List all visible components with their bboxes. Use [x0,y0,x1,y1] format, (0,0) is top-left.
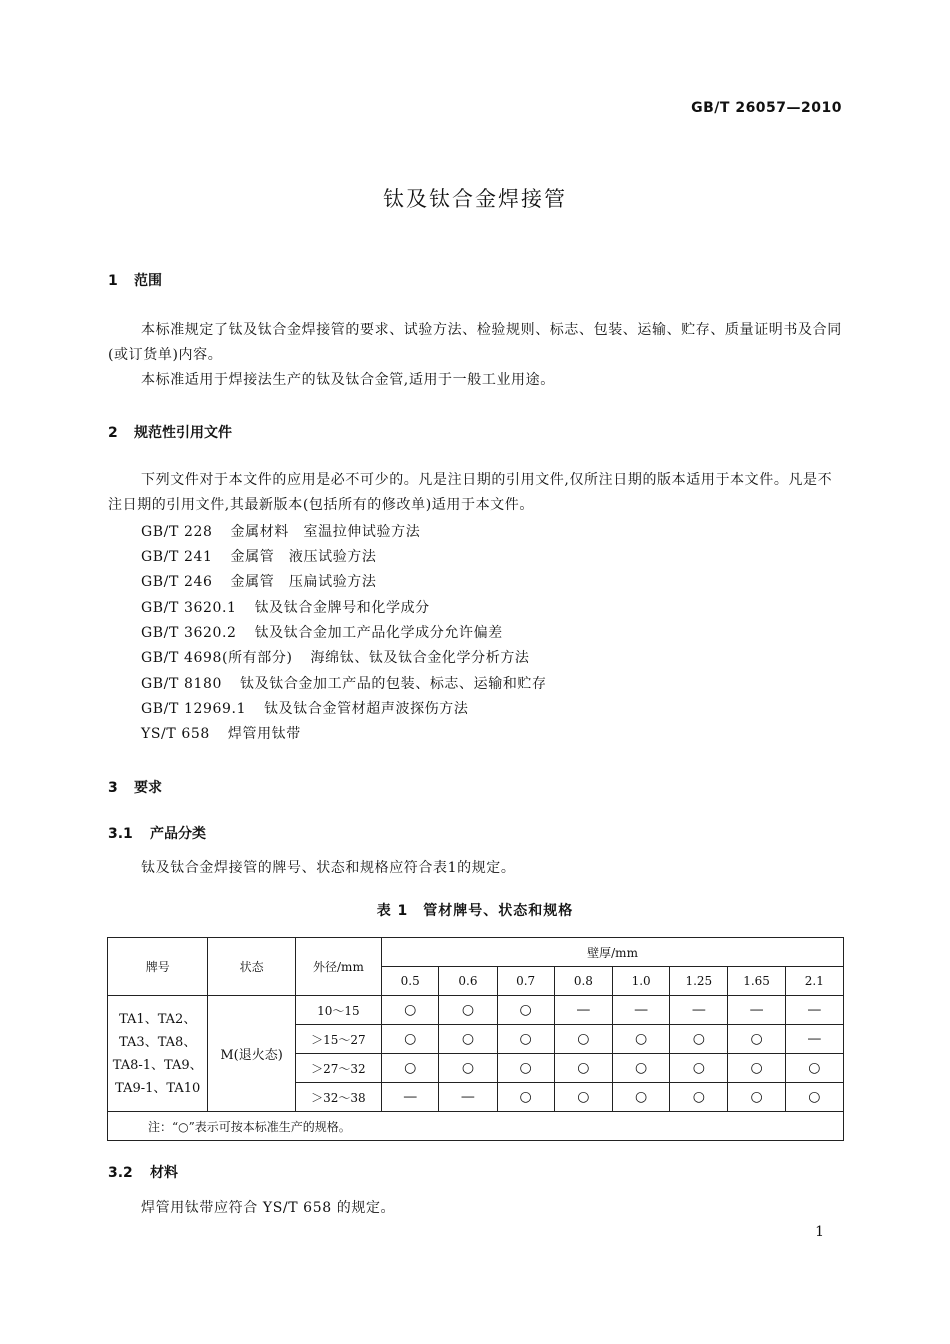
reference-title: 钛及钛合金加工产品的包装、标志、运输和贮存 [240,676,547,692]
spec-mark: ○ [439,1025,497,1054]
grade-line: TA8-1、TA9、 [112,1057,203,1073]
section-1-paragraph-1: 本标准规定了钛及钛合金焊接管的要求、试验方法、检验规则、标志、包装、运输、贮存、质量证明书及合同(或订货单)内容。 [108,322,842,363]
reference-title: 金属管 压扁试验方法 [230,574,377,590]
table-caption: 表 1 管材牌号、状态和规格 [376,903,574,919]
section-3-heading [108,777,162,797]
spec-mark: ○ [382,996,439,1025]
grade-cell [108,996,208,1112]
section-3-1-heading [108,823,206,843]
spec-table [107,937,844,1141]
wall-value: 0.8 [554,967,612,996]
spec-mark: — [785,996,843,1025]
spec-mark: ○ [554,1054,612,1083]
reference-item [141,571,377,591]
spec-mark: ○ [554,1025,612,1054]
reference-item [141,698,468,718]
reference-code: GB/T 241 [141,549,213,565]
section-title: 规范性引用文件 [134,425,232,441]
wall-value: 0.6 [439,967,497,996]
table-note: 注：“○”表示可按本标准生产的规格。 [108,1112,844,1141]
section-title: 要求 [134,780,162,796]
section-2-paragraph-1: 下列文件对于本文件的应用是必不可少的。凡是注日期的引用文件,仅所注日期的版本适用于本文件。凡是不注日期的引用文件,其最新版本(包括所有的修改单)适用于本文件。 [108,472,833,513]
spec-mark: — [728,996,785,1025]
section-number: 3 [108,780,118,796]
reference-code: GB/T 246 [141,574,213,590]
section-title: 材料 [150,1165,178,1181]
table-note-row [108,1112,844,1141]
spec-mark: — [554,996,612,1025]
spec-mark: — [382,1083,439,1112]
reference-title: 海绵钛、钛及钛合金化学分析方法 [310,650,530,666]
spec-mark: ○ [728,1025,785,1054]
reference-title: 焊管用钛带 [227,726,301,742]
spec-mark: ○ [613,1054,670,1083]
reference-code: GB/T 3620.2 [141,625,237,641]
header-wall-thickness: 壁厚/mm [382,938,844,967]
section-1-paragraph-2: 本标准适用于焊接法生产的钛及钛合金管,适用于一般工业用途。 [141,372,555,388]
section-3-1-paragraph: 钛及钛合金焊接管的牌号、状态和规格应符合表1的规定。 [141,860,516,876]
spec-mark: ○ [785,1054,843,1083]
reference-title: 金属材料 室温拉伸试验方法 [230,524,421,540]
section-number: 1 [108,273,118,289]
spec-mark: ○ [497,1025,554,1054]
wall-value: 1.0 [613,967,670,996]
reference-item [141,622,503,642]
reference-item [141,597,430,617]
spec-mark: ○ [670,1083,728,1112]
grade-line: TA1、TA2、 [119,1011,197,1027]
wall-value: 1.25 [670,967,728,996]
spec-mark: ○ [382,1054,439,1083]
reference-item [141,546,377,566]
spec-mark: ○ [728,1054,785,1083]
reference-code: GB/T 3620.1 [141,600,237,616]
spec-mark: ○ [670,1025,728,1054]
od-cell: 10～15 [295,996,381,1025]
header-outer-diameter: 外径/mm [295,938,381,996]
od-cell: ＞15～27 [295,1025,381,1054]
spec-mark: ○ [439,996,497,1025]
reference-code: GB/T 4698(所有部分) [141,650,293,666]
spec-mark: — [439,1083,497,1112]
section-1-heading [108,270,162,290]
spec-mark: ○ [670,1054,728,1083]
section-2-heading [108,422,232,442]
section-number: 2 [108,425,118,441]
header-grade: 牌号 [108,938,208,996]
table-header-row [108,938,844,967]
table-row [108,996,844,1025]
reference-title: 钛及钛合金加工产品化学成分允许偏差 [254,625,503,641]
spec-mark: ○ [497,996,554,1025]
spec-mark: ○ [497,1083,554,1112]
reference-code: YS/T 658 [141,726,210,742]
reference-code: GB/T 228 [141,524,213,540]
grade-line: TA9-1、TA10 [115,1080,201,1096]
reference-item [141,647,530,667]
section-number: 3.1 [108,826,133,842]
section-3-2-paragraph: 焊管用钛带应符合 YS/T 658 的规定。 [141,1200,396,1216]
reference-item [141,673,547,693]
spec-mark: ○ [613,1025,670,1054]
reference-item [141,521,420,541]
header-state: 状态 [208,938,295,996]
spec-mark: ○ [554,1083,612,1112]
spec-mark: — [785,1025,843,1054]
wall-value: 1.65 [728,967,785,996]
section-3-2-heading [108,1162,178,1182]
spec-mark: ○ [728,1083,785,1112]
grade-line: TA3、TA8、 [119,1034,197,1050]
wall-value: 0.5 [382,967,439,996]
page-number: 1 [815,1224,824,1240]
section-title: 范围 [134,273,162,289]
reference-code: GB/T 8180 [141,676,223,692]
section-number: 3.2 [108,1165,133,1181]
document-title: 钛及钛合金焊接管 [383,187,567,211]
spec-mark: ○ [497,1054,554,1083]
spec-mark: ○ [382,1025,439,1054]
od-cell: ＞32～38 [295,1083,381,1112]
standard-code: GB/T 26057—2010 [691,100,842,116]
spec-mark: ○ [613,1083,670,1112]
od-cell: ＞27～32 [295,1054,381,1083]
reference-item [141,723,301,743]
reference-title: 钛及钛合金管材超声波探伤方法 [264,701,469,717]
spec-mark: ○ [785,1083,843,1112]
reference-title: 钛及钛合金牌号和化学成分 [254,600,430,616]
wall-value: 0.7 [497,967,554,996]
section-title: 产品分类 [150,826,206,842]
wall-value: 2.1 [785,967,843,996]
spec-mark: — [613,996,670,1025]
reference-title: 金属管 液压试验方法 [230,549,377,565]
state-cell: M(退火态) [208,996,295,1112]
reference-code: GB/T 12969.1 [141,701,247,717]
spec-mark: — [670,996,728,1025]
spec-mark: ○ [439,1054,497,1083]
